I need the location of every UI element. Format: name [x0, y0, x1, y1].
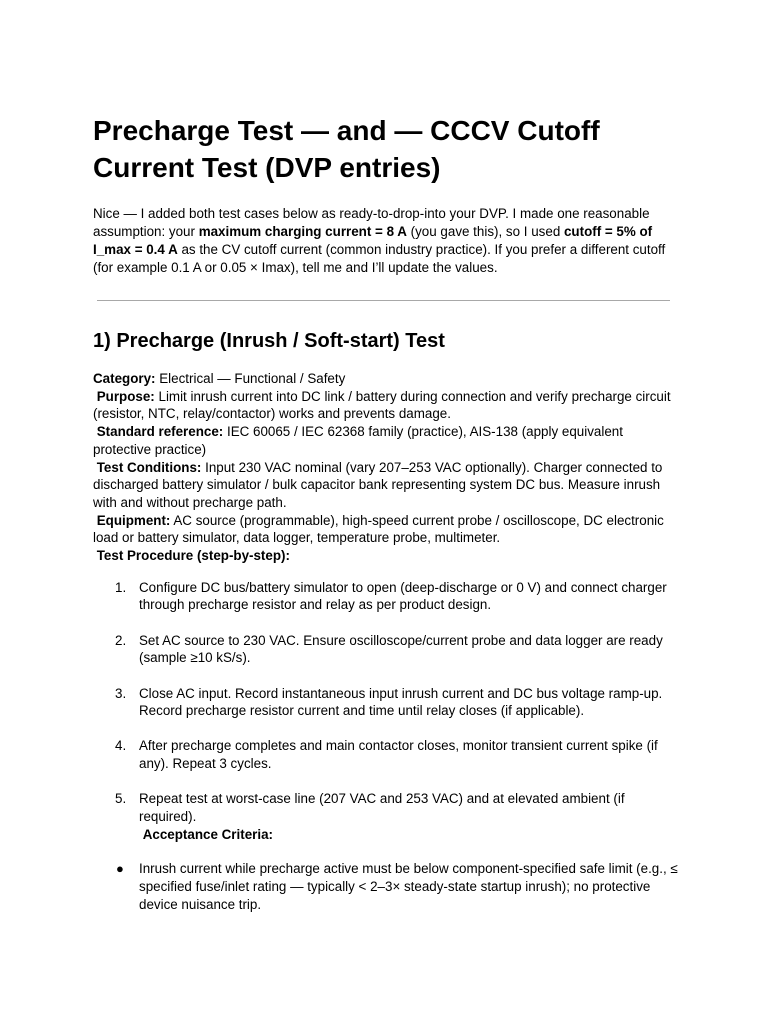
standard-value: IEC 60065 / IEC 62368 family (practice), AIS-138 (apply equivalent protective practice): [93, 424, 623, 457]
bullet-icon: ●: [116, 861, 124, 877]
procedure-line: [93, 547, 678, 565]
purpose-label: Purpose:: [96, 388, 155, 404]
procedure-steps: [93, 579, 678, 844]
intro-bold-max-current: maximum charging current = 8 A: [198, 224, 407, 239]
step-text: Close AC input. Record instantaneous input inrush current and DC bus voltage ramp-up. Record precharge resistor current and time until relay closes (if applicable).: [139, 685, 663, 719]
step-text: Configure DC bus/battery simulator to open (deep-discharge or 0 V) and connect charger through precharge resistor and relay as per product design.: [139, 579, 667, 613]
intro-text-1: Nice — I added both test cases below as ready-to-drop-into your DVP. I made one reasonable assumption: your: [93, 206, 650, 239]
test-metadata: [93, 370, 678, 565]
conditions-line: [93, 459, 678, 512]
acceptance-criteria-label: Acceptance Criteria:: [142, 826, 273, 842]
page-title: Precharge Test — and — CCCV Cutoff Current Test (DVP entries): [93, 115, 600, 183]
acceptance-criteria-list: [93, 860, 678, 913]
equipment-label: Equipment:: [96, 512, 171, 528]
list-item: [93, 790, 678, 843]
step-number: 3.: [115, 685, 127, 701]
list-item: [93, 737, 678, 772]
intro-bold-cutoff: cutoff = 5% of I_max = 0.4 A: [93, 224, 653, 257]
intro-paragraph: [93, 205, 678, 277]
step-text: After precharge completes and main contactor closes, monitor transient current spike (if any). Repeat 3 cycles.: [139, 738, 658, 772]
category-line: [93, 370, 678, 388]
category-label: Category:: [93, 371, 156, 386]
intro-text-2: (you gave this), so I used: [406, 224, 564, 239]
conditions-value: Input 230 VAC nominal (vary 207–253 VAC optionally). Charger connected to discharged battery simulator / bulk capacitor bank representing system DC bus. Measure inrush with and without precharge path.: [93, 459, 663, 510]
list-item: [93, 685, 678, 720]
list-item: [93, 632, 678, 667]
purpose-line: [93, 388, 678, 423]
criteria-text: Inrush current while precharge active must be below component-specified safe limit (e.g., ≤ specified fuse/inlet rating — typically < 2–3× steady-state startup inrush); no protective device nuisance trip.: [139, 861, 678, 912]
step-number: 5.: [115, 791, 127, 807]
procedure-label: Test Procedure (step-by-step):: [96, 548, 290, 564]
category-value: Electrical — Functional / Safety: [155, 371, 346, 386]
step-number: 1.: [115, 579, 127, 595]
step-text: Repeat test at worst-case line (207 VAC and 253 VAC) and at elevated ambient (if required).: [139, 791, 625, 825]
conditions-label: Test Conditions:: [96, 459, 202, 475]
step-text: Set AC source to 230 VAC. Ensure oscilloscope/current probe and data logger are ready (sample ≥10 kS/s).: [139, 632, 663, 666]
section-heading: 1) Precharge (Inrush / Soft-start) Test: [93, 330, 445, 352]
step-number: 4.: [115, 738, 127, 754]
document-page: [93, 112, 678, 914]
list-item: [93, 579, 678, 614]
list-item: [93, 860, 678, 913]
equipment-value: AC source (programmable), high-speed current probe / oscilloscope, DC electronic load or battery simulator, data logger, temperature probe, multimeter.: [93, 512, 664, 546]
equipment-line: [93, 512, 678, 547]
standard-label: Standard reference:: [96, 424, 224, 440]
step-number: 2.: [115, 632, 127, 648]
purpose-value: Limit inrush current into DC link / battery during connection and verify precharge circuit (resistor, NTC, relay/contactor) works and prevents damage.: [93, 388, 671, 422]
section-divider: [97, 300, 670, 301]
intro-text-3: as the CV cutoff current (common industry practice). If you prefer a different cutoff (for example 0.1 A or 0.05 × Imax), tell me and I’ll update the values.: [93, 242, 666, 275]
standard-line: [93, 423, 678, 458]
